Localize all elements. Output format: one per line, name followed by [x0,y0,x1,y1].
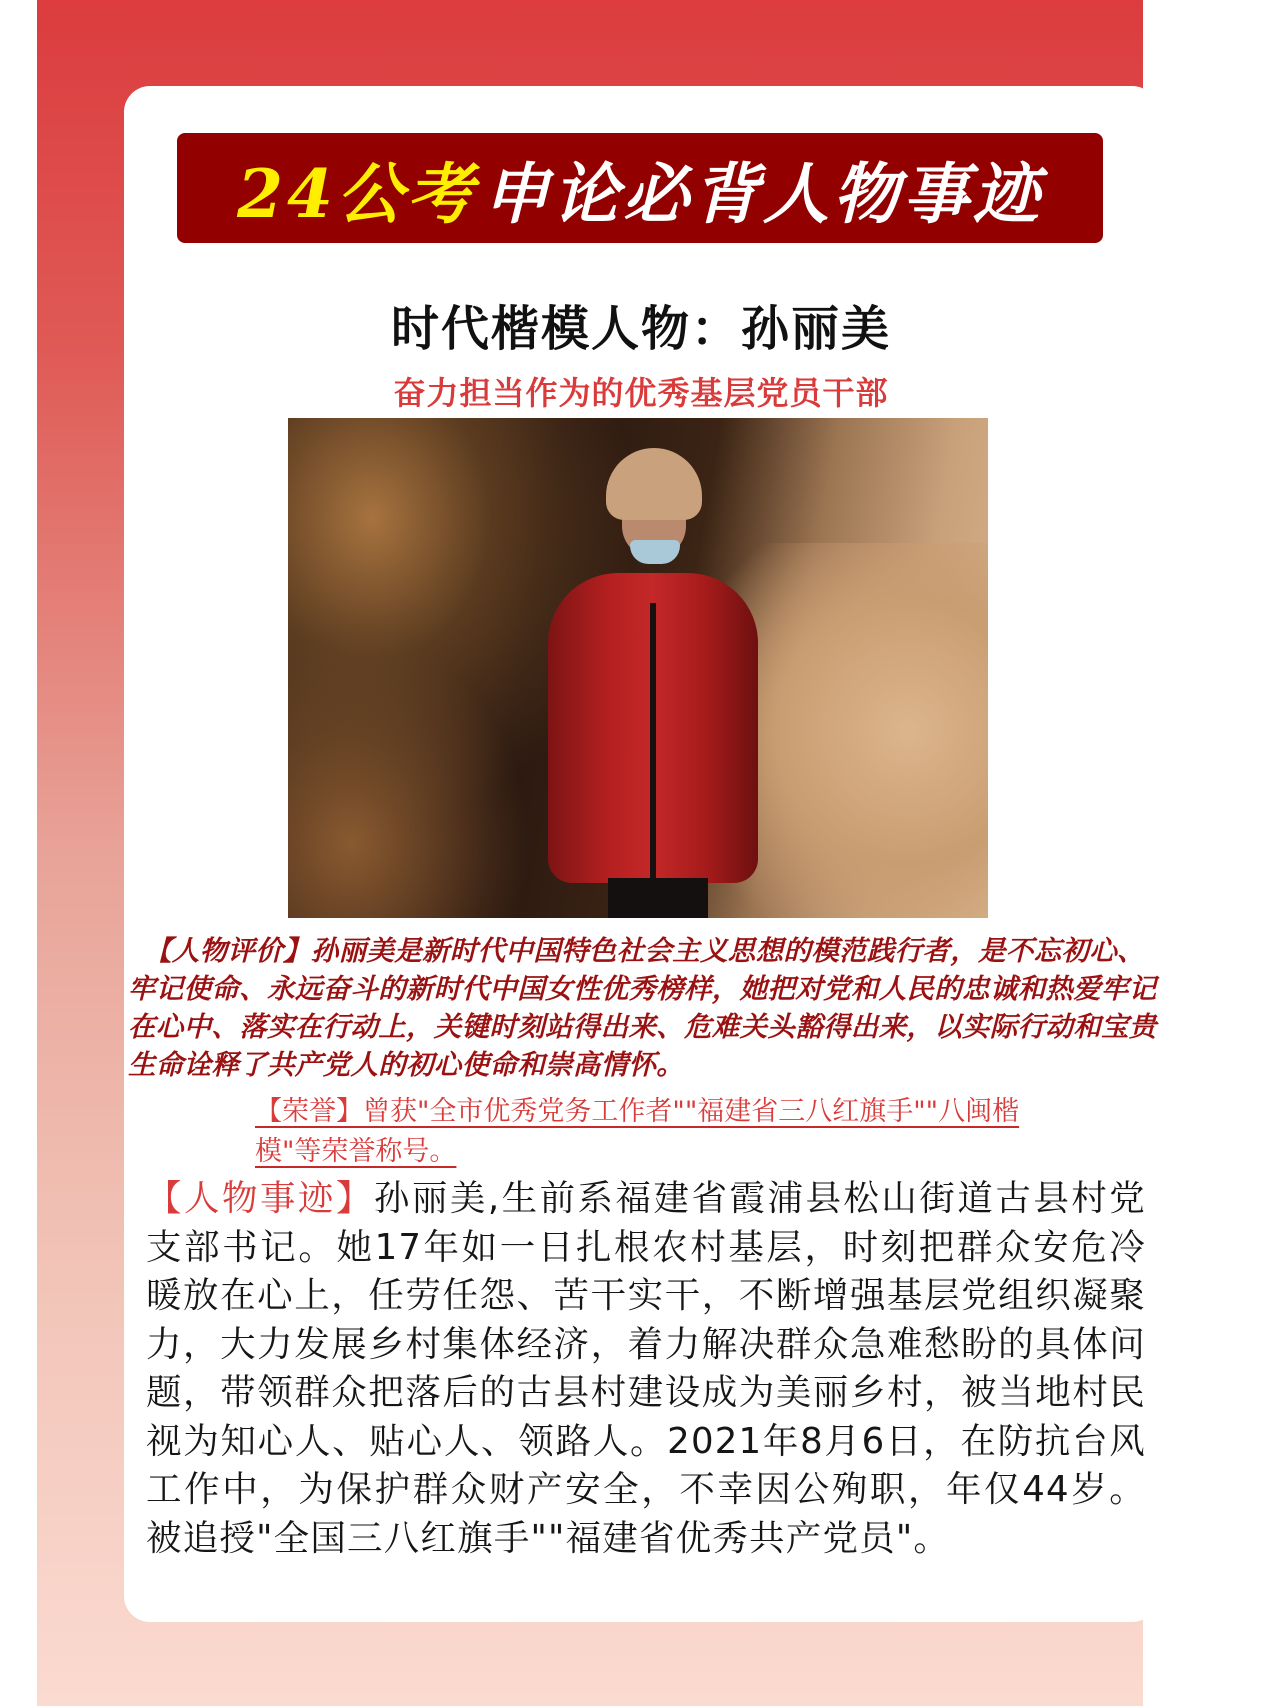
photo-coat-zipper [650,603,656,878]
page-subtitle: 奋力担当作为的优秀基层党员干部 [393,374,889,412]
honor-text: 曾获"全市优秀党务工作者""福建省三八红旗手""八闽楷模"等荣誉称号。 [255,1096,1020,1167]
review-label: 【人物评价】 [144,935,311,967]
photo-mask [630,540,680,564]
title-banner [177,133,1103,243]
banner-highlight: 24公考 [237,154,477,233]
photo-path [722,543,988,918]
honor-label: 【荣誉】 [255,1096,363,1127]
review-text: 孙丽美是新时代中国特色社会主义思想的模范践行者，是不忘初心、牢记使命、永远奋斗的新时代中国女性优秀榜样，她把对党和人民的忠诚和热爱牢记在心中、落实在行动上，关键时刻站得出来、危难关头豁得出来，以实际行动和宝贵生命诠释了共产党人的初心使命和崇高情怀。 [128,935,1157,1081]
photo-legs [608,878,708,918]
honors [255,1092,1035,1172]
portrait-photo [288,418,988,918]
deeds-text: 孙丽美,生前系福建省霞浦县松山街道古县村党支部书记。她17年如一日扎根农村基层，时刻把群众安危冷暖放在心上，任劳任怨、苦干实干，不断增强基层党组织凝聚力，大力发展乡村集体经济，着力解决群众急难愁盼的具体问题，带领群众把落后的古县村建设成为美丽乡村，被当地村民视为知心人、贴心人、领路人。2021年8月6日，在防抗台风工作中，为保护群众财产安全，不幸因公殉职，年仅44岁。被追授"全国三八红旗手""福建省优秀共产党员"。 [146,1178,1146,1559]
banner-text: 申论必背人物事迹 [482,154,1043,233]
character-review [128,932,1158,1084]
character-deeds [146,1175,1146,1563]
deeds-label: 【人物事迹】 [146,1178,374,1219]
page-title: 时代楷模人物：孙丽美 [390,301,891,357]
